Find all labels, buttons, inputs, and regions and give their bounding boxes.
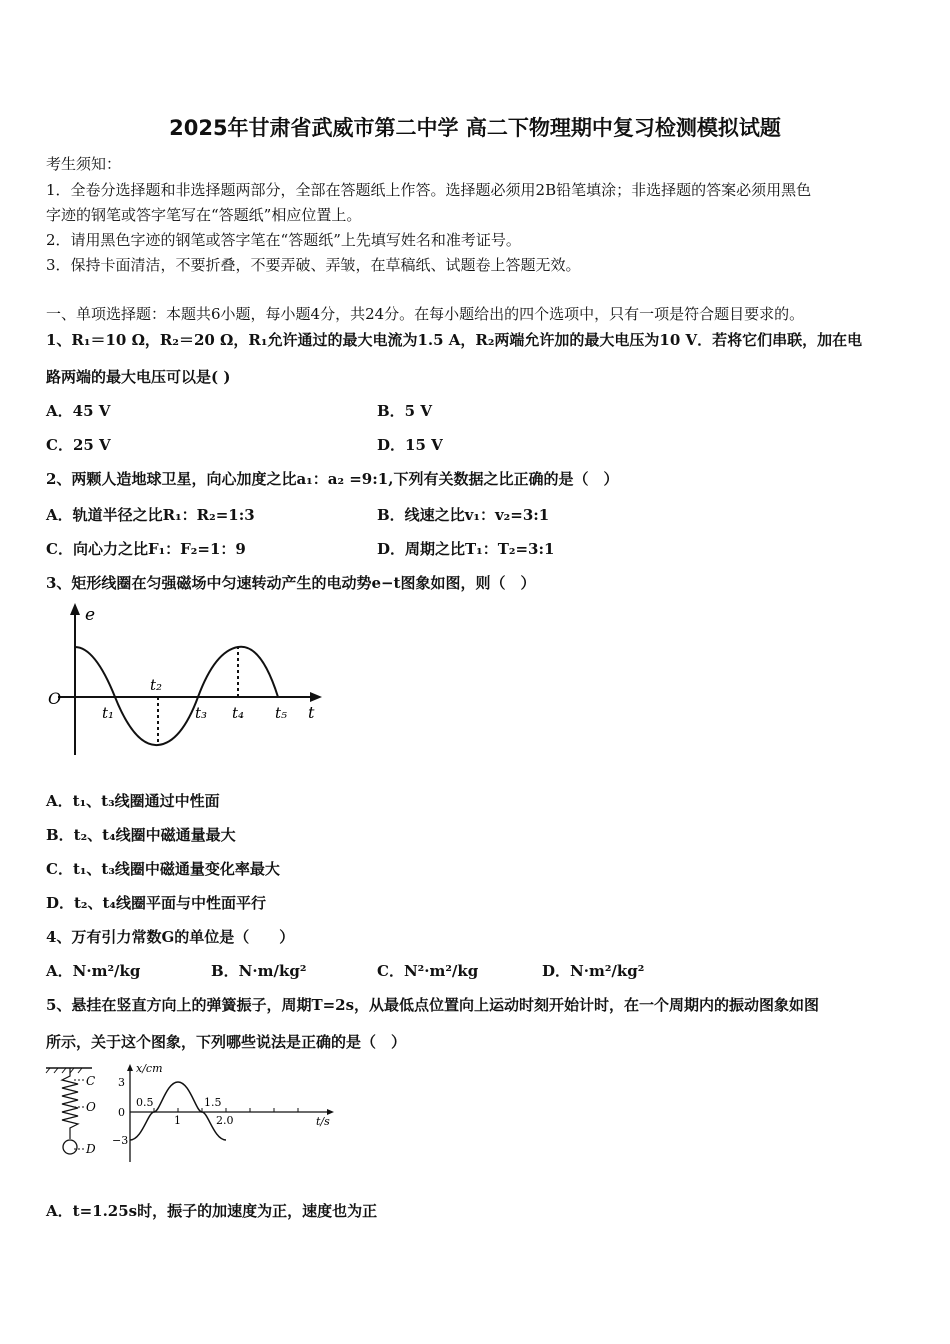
q4-option-d[interactable]: D．N·m²/kg² [542,962,645,980]
emf-curve [75,647,278,745]
q3-option-b[interactable]: B．t₂、t₄线圈中磁通量最大 [46,826,236,844]
q4-option-a[interactable]: A．N·m²/kg [46,962,141,980]
min-label: −3 [112,1134,129,1147]
tick-05: 0.5 [136,1096,154,1109]
q2-option-d[interactable]: D．周期之比T₁：T₂=3:1 [377,540,555,558]
q1-stem: 1、R₁＝10 Ω，R₂＝20 Ω，R₁允许通过的最大电流为1.5 A，R₂两端允许加的最大电压为10 V．若将它们串联，加在电 [46,331,863,349]
tick-15: 1.5 [204,1096,222,1109]
notice-item: 字迹的钢笔或答字笔写在“答题纸”相应位置上。 [46,206,362,224]
t5-label: t₅ [275,704,288,722]
oscillator-ball [63,1140,77,1154]
q3-option-a[interactable]: A．t₁、t₃线圈通过中性面 [46,792,220,810]
q4-option-b[interactable]: B．N·m/kg² [211,962,307,980]
t-label: t [308,703,315,722]
q3-emf-graph [40,600,330,760]
e-axis-arrow [70,603,80,615]
q4-stem: 4、万有引力常数G的单位是（ ） [46,928,295,946]
c-label: C [86,1074,96,1088]
o-label: O [86,1100,96,1114]
t3-label: t₃ [195,704,208,722]
notice-item: 1．全卷分选择题和非选择题两部分，全部在答题纸上作答。选择题必须用2B铅笔填涂；非选择题的答案必须用黑色 [46,181,812,199]
page-title: 2025年甘肃省武威市第二中学 高二下物理期中复习检测模拟试题 [169,116,781,140]
q3-stem: 3、矩形线圈在匀强磁场中匀速转动产生的电动势e−t图象如图，则（ ） [46,574,536,592]
d-label: D [86,1142,96,1156]
origin-label: O [48,689,62,708]
q5-option-a[interactable]: A．t=1.25s时，振子的加速度为正，速度也为正 [46,1202,378,1220]
q5-oscillator-figure [44,1062,344,1167]
q3-option-c[interactable]: C．t₁、t₃线圈中磁通量变化率最大 [46,860,280,878]
q1-option-b[interactable]: B．5 V [377,402,432,420]
q1-option-a[interactable]: A．45 V [46,402,111,420]
tick-20: 2.0 [216,1114,234,1127]
section-heading: 一、单项选择题：本题共6小题，每小题4分，共24分。在每小题给出的四个选项中，只有一项是符合题目要求的。 [46,305,805,323]
q5-stem-cont: 所示，关于这个图象，下列哪些说法是正确的是（ ） [46,1033,407,1051]
q1-option-d[interactable]: D．15 V [377,436,443,454]
q1-option-c[interactable]: C．25 V [46,436,111,454]
notice-heading: 考生须知： [46,155,122,173]
e-label: e [85,605,96,625]
t-unit-label: t/s [316,1115,330,1128]
notice-item: 2．请用黑色字迹的钢笔或答字笔在“答题纸”上先填写姓名和准考证号。 [46,231,521,249]
t-axis-arrow [310,692,322,702]
zero-label: 0 [118,1106,125,1119]
notice-item: 3．保持卡面清洁，不要折叠，不要弄破、弄皱，在草稿纸、试题卷上答题无效。 [46,256,581,274]
max-label: 3 [118,1076,125,1089]
t2-label: t₂ [150,676,163,694]
y-unit-label: x/cm [136,1062,163,1075]
q2-stem: 2、两颗人造地球卫星，向心加度之比a₁：a₂ =9:1,下列有关数据之比正确的是（ ） [46,470,619,488]
q2-option-c[interactable]: C．向心力之比F₁：F₂=1：9 [46,540,246,558]
q4-option-c[interactable]: C．N²·m²/kg [377,962,479,980]
q1-stem-cont: 路两端的最大电压可以是( ) [46,368,231,386]
t4-label: t₄ [232,704,245,722]
spring-coil [62,1068,78,1139]
t1-label: t₁ [102,704,115,722]
q5-stem: 5、悬挂在竖直方向上的弹簧振子，周期T=2s，从最低点位置向上运动时刻开始计时，在一个周期内的振动图象如图 [46,996,820,1014]
q2-option-b[interactable]: B．线速之比v₁：v₂=3:1 [377,506,550,524]
tick-1: 1 [174,1114,181,1127]
q3-option-d[interactable]: D．t₂、t₄线圈平面与中性面平行 [46,894,267,912]
q2-option-a[interactable]: A．轨道半径之比R₁：R₂=1:3 [46,506,255,524]
